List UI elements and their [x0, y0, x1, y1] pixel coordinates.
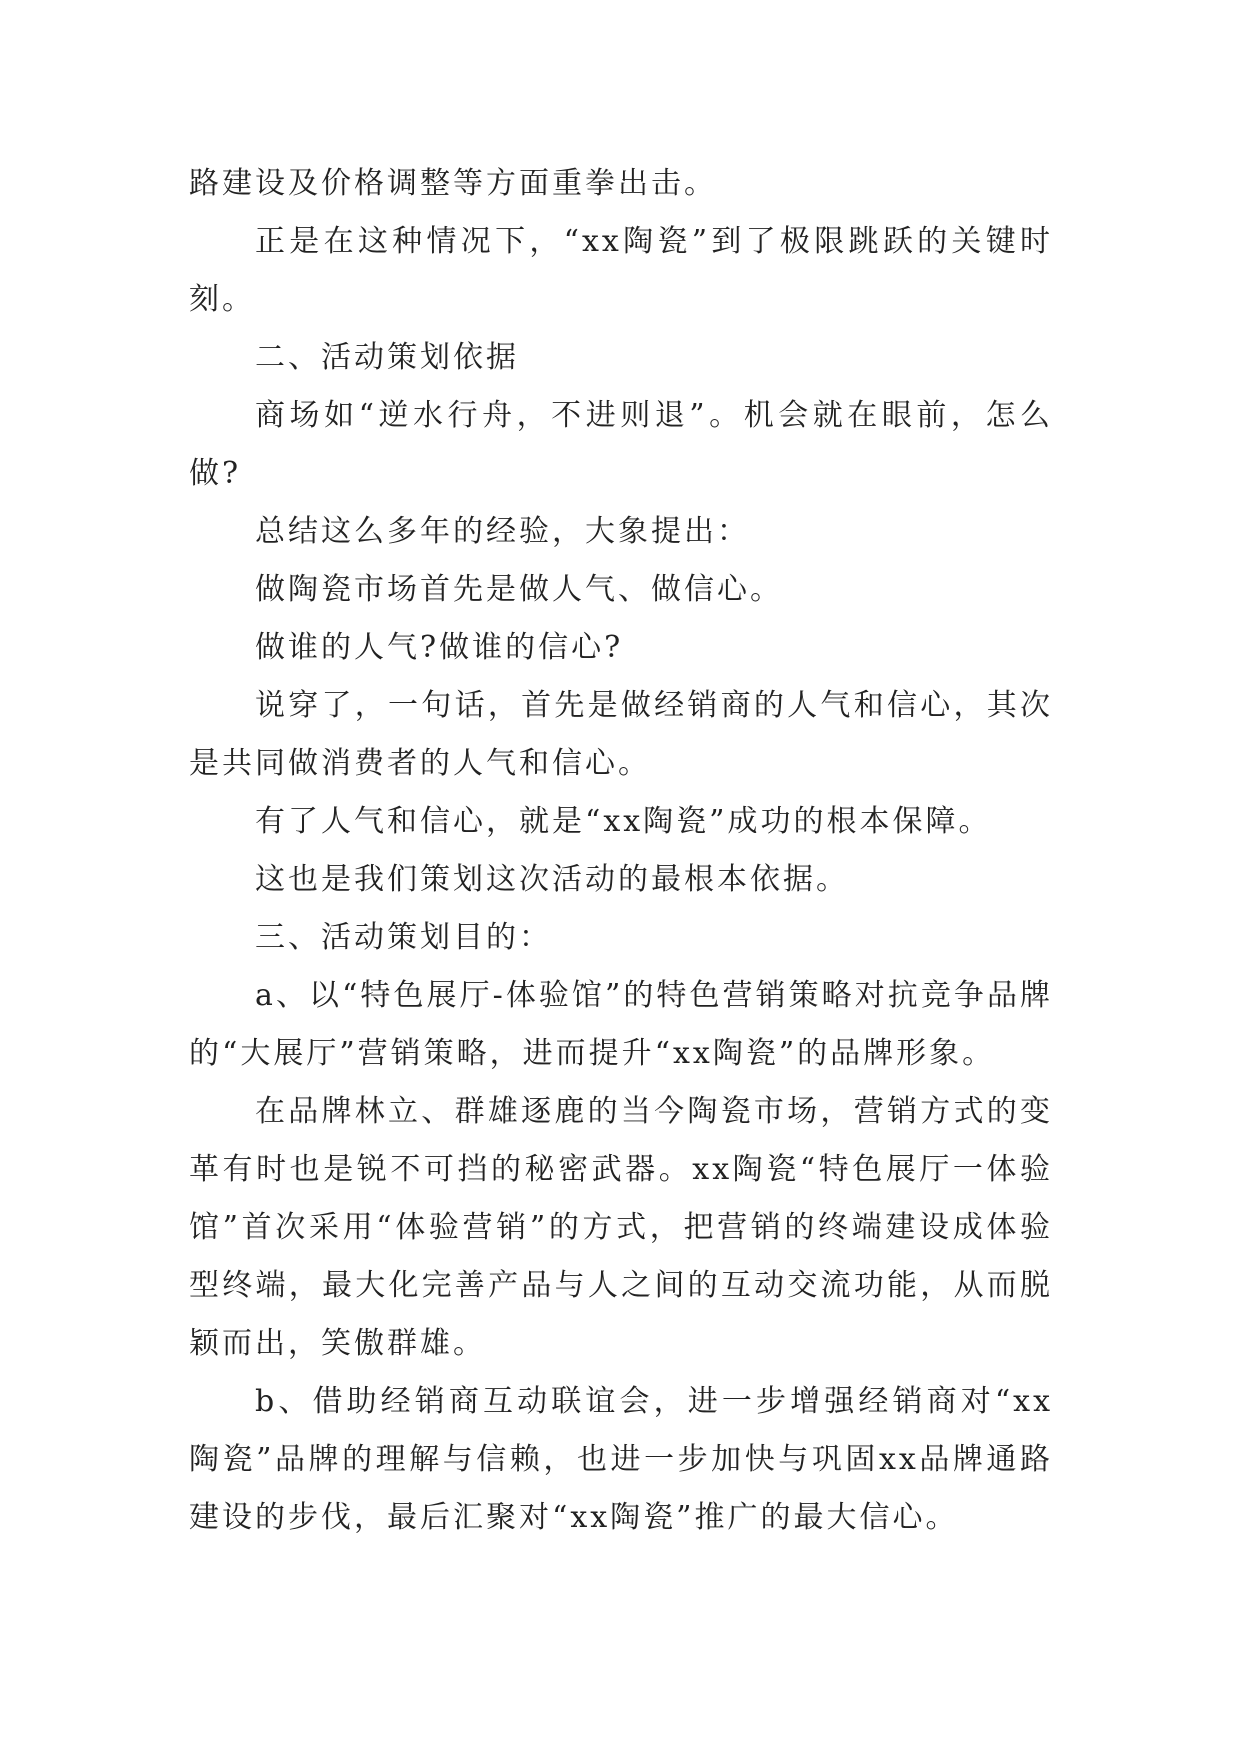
section-heading: 二、活动策划依据	[255, 340, 519, 375]
document-body	[189, 155, 1053, 1547]
paragraph: 有了人气和信心，就是“xx陶瓷”成功的根本保障。	[255, 804, 992, 839]
paragraph: 正是在这种情况下，“xx陶瓷”到了极限跳跃的关键时刻。	[189, 224, 1053, 317]
paragraph: 总结这么多年的经验，大象提出：	[255, 514, 750, 549]
paragraph: b、借助经销商互动联谊会，进一步增强经销商对“xx陶瓷”品牌的理解与信赖，也进一步加快与巩固xx品牌通路建设的步伐，最后汇聚对“xx陶瓷”推广的最大信心。	[189, 1384, 1053, 1535]
paragraph: 商场如“逆水行舟，不进则退”。机会就在眼前，怎么做?	[189, 398, 1053, 491]
paragraph: 做陶瓷市场首先是做人气、做信心。	[255, 572, 783, 607]
section-heading: 三、活动策划目的：	[255, 920, 552, 955]
paragraph: 在品牌林立、群雄逐鹿的当今陶瓷市场，营销方式的变革有时也是锐不可挡的秘密武器。xx陶瓷“特色展厅一体验馆”首次采用“体验营销”的方式，把营销的终端建设成体验型终端，最大化完善产品与人之间的互动交流功能，从而脱颖而出，笑傲群雄。	[189, 1094, 1053, 1361]
paragraph: 路建设及价格调整等方面重拳出击。	[189, 166, 717, 201]
paragraph: 说穿了，一句话，首先是做经销商的人气和信心，其次是共同做消费者的人气和信心。	[189, 688, 1053, 781]
paragraph: 这也是我们策划这次活动的最根本依据。	[255, 862, 849, 897]
paragraph: a、以“特色展厅-体验馆”的特色营销策略对抗竞争品牌的“大展厅”营销策略，进而提升“xx陶瓷”的品牌形象。	[189, 978, 1053, 1071]
paragraph: 做谁的人气?做谁的信心?	[255, 630, 624, 665]
